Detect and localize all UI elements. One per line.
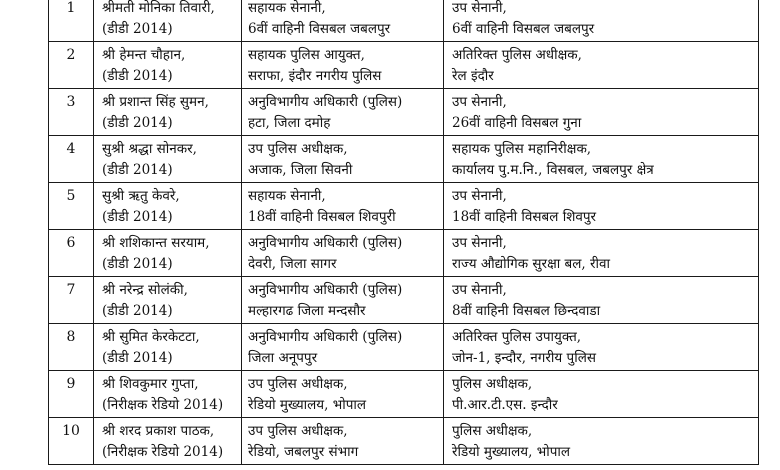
officer-name-cell	[94, 277, 242, 324]
table-row	[49, 0, 759, 42]
officer-name-cell	[94, 418, 242, 465]
officer-name: सुश्री ऋतु केवरे,	[102, 188, 180, 204]
officer-name-cell	[94, 136, 242, 183]
table-row	[49, 42, 759, 89]
new-posting-cell	[444, 277, 759, 324]
officer-name: श्रीमती मोनिका तिवारी,	[102, 0, 215, 16]
officer-name-cell	[94, 0, 242, 42]
new-location: 26वीं वाहिनी विसबल गुना	[452, 115, 582, 131]
current-posting-cell	[242, 183, 444, 230]
new-post: उप सेनानी,	[452, 0, 507, 16]
new-posting-cell	[444, 371, 759, 418]
current-location: अजाक, जिला सिवनी	[248, 162, 353, 178]
serial-number: 9	[66, 376, 76, 392]
officer-name: श्री प्रशान्त सिंह सुमन,	[102, 94, 209, 110]
new-location: कार्यालय पु.म.नि., विसबल, जबलपुर क्षेत्र	[452, 162, 654, 178]
current-posting-cell	[242, 89, 444, 136]
serial-number: 1	[66, 0, 76, 16]
serial-number: 6	[66, 235, 76, 251]
current-posting-cell	[242, 42, 444, 89]
new-post: उप सेनानी,	[452, 188, 507, 204]
current-posting-cell	[242, 324, 444, 371]
current-posting-cell	[242, 371, 444, 418]
current-post: अनुविभागीय अधिकारी (पुलिस)	[248, 235, 403, 251]
table-row	[49, 418, 759, 465]
officer-batch: (डीडी 2014)	[102, 303, 173, 319]
officer-name: श्री शिवकुमार गुप्ता,	[102, 376, 199, 392]
officer-batch: (निरीक्षक रेडियो 2014)	[102, 397, 224, 413]
new-post: उप सेनानी,	[452, 94, 507, 110]
current-post: उप पुलिस अधीक्षक,	[248, 423, 348, 439]
current-location: 18वीं वाहिनी विसबल शिवपुरी	[248, 209, 396, 225]
officer-name-cell	[94, 324, 242, 371]
current-location: सराफा, इंदौर नगरीय पुलिस	[248, 68, 382, 84]
new-location: जोन-1, इन्दौर, नगरीय पुलिस	[452, 350, 596, 366]
officer-name-cell	[94, 371, 242, 418]
officer-batch: (डीडी 2014)	[102, 209, 173, 225]
current-posting-cell	[242, 0, 444, 42]
current-location: 6वीं वाहिनी विसबल जबलपुर	[248, 21, 391, 37]
table-row	[49, 136, 759, 183]
officer-batch: (डीडी 2014)	[102, 68, 173, 84]
new-location: 6वीं वाहिनी विसबल जबलपुर	[452, 21, 595, 37]
officer-batch: (निरीक्षक रेडियो 2014)	[102, 444, 224, 460]
serial-number: 5	[66, 188, 76, 204]
serial-number-cell	[49, 418, 94, 465]
table-row	[49, 324, 759, 371]
new-post: पुलिस अधीक्षक,	[452, 376, 533, 392]
current-location: रेडियो मुख्यालय, भोपाल	[248, 397, 367, 413]
officer-name-cell	[94, 42, 242, 89]
serial-number-cell	[49, 324, 94, 371]
serial-number-cell	[49, 371, 94, 418]
officer-batch: (डीडी 2014)	[102, 21, 173, 37]
officer-name-cell	[94, 230, 242, 277]
new-location: रेल इंदौर	[452, 68, 494, 84]
new-post: अतिरिक्त पुलिस उपायुक्त,	[452, 329, 582, 345]
current-post: उप पुलिस अधीक्षक,	[248, 376, 348, 392]
current-posting-cell	[242, 230, 444, 277]
new-location: राज्य औद्योगिक सुरक्षा बल, रीवा	[452, 256, 611, 272]
serial-number: 4	[66, 141, 76, 157]
officer-name: सुश्री श्रद्धा सोनकर,	[102, 141, 197, 157]
new-posting-cell	[444, 230, 759, 277]
table-body	[49, 0, 759, 465]
current-location: रेडियो, जबलपुर संभाग	[248, 444, 359, 460]
serial-number-cell	[49, 230, 94, 277]
officer-batch: (डीडी 2014)	[102, 350, 173, 366]
transfer-order-table	[48, 0, 759, 465]
serial-number-cell	[49, 136, 94, 183]
current-post: सहायक सेनानी,	[248, 188, 326, 204]
current-post: सहायक पुलिस आयुक्त,	[248, 47, 365, 63]
officer-batch: (डीडी 2014)	[102, 256, 173, 272]
current-posting-cell	[242, 418, 444, 465]
current-location: देवरी, जिला सागर	[248, 256, 337, 272]
serial-number: 2	[66, 47, 76, 63]
serial-number-cell	[49, 277, 94, 324]
current-post: सहायक सेनानी,	[248, 0, 326, 16]
table-row	[49, 183, 759, 230]
serial-number-cell	[49, 0, 94, 42]
new-posting-cell	[444, 136, 759, 183]
officer-name: श्री नरेन्द्र सोलंकी,	[102, 282, 188, 298]
new-location: पी.आर.टी.एस. इन्दौर	[452, 397, 558, 413]
new-location: 18वीं वाहिनी विसबल शिवपुर	[452, 209, 597, 225]
table-row	[49, 89, 759, 136]
officer-name-cell	[94, 89, 242, 136]
officer-batch: (डीडी 2014)	[102, 115, 173, 131]
current-location: हटा, जिला दमोह	[248, 115, 331, 131]
current-posting-cell	[242, 277, 444, 324]
table-row	[49, 371, 759, 418]
serial-number: 3	[66, 94, 76, 110]
officer-name: श्री हेमन्त चौहान,	[102, 47, 186, 63]
current-post: अनुविभागीय अधिकारी (पुलिस)	[248, 94, 403, 110]
officer-batch: (डीडी 2014)	[102, 162, 173, 178]
table-row	[49, 230, 759, 277]
current-posting-cell	[242, 136, 444, 183]
officer-name: श्री शशिकान्त सरयाम,	[102, 235, 210, 251]
current-location: जिला अनूपपुर	[248, 350, 318, 366]
new-posting-cell	[444, 42, 759, 89]
officer-name: श्री सुमित केरकेटटा,	[102, 329, 200, 345]
new-post: उप सेनानी,	[452, 282, 507, 298]
new-location: 8वीं वाहिनी विसबल छिन्दवाडा	[452, 303, 601, 319]
current-post: अनुविभागीय अधिकारी (पुलिस)	[248, 329, 403, 345]
serial-number-cell	[49, 183, 94, 230]
serial-number-cell	[49, 89, 94, 136]
current-post: अनुविभागीय अधिकारी (पुलिस)	[248, 282, 403, 298]
serial-number: 7	[66, 282, 76, 298]
current-location: मल्हारगढ जिला मन्दसौर	[248, 303, 366, 319]
current-post: उप पुलिस अधीक्षक,	[248, 141, 348, 157]
new-location: रेडियो मुख्यालय, भोपाल	[452, 444, 571, 460]
new-post: पुलिस अधीक्षक,	[452, 423, 533, 439]
new-posting-cell	[444, 0, 759, 42]
new-post: सहायक पुलिस महानिरीक्षक,	[452, 141, 592, 157]
serial-number: 10	[62, 423, 80, 439]
new-posting-cell	[444, 418, 759, 465]
new-posting-cell	[444, 324, 759, 371]
new-posting-cell	[444, 183, 759, 230]
serial-number: 8	[66, 329, 76, 345]
new-post: उप सेनानी,	[452, 235, 507, 251]
officer-name: श्री शरद प्रकाश पाठक,	[102, 423, 215, 439]
new-posting-cell	[444, 89, 759, 136]
officer-name-cell	[94, 183, 242, 230]
table-row	[49, 277, 759, 324]
serial-number-cell	[49, 42, 94, 89]
new-post: अतिरिक्त पुलिस अधीक्षक,	[452, 47, 582, 63]
